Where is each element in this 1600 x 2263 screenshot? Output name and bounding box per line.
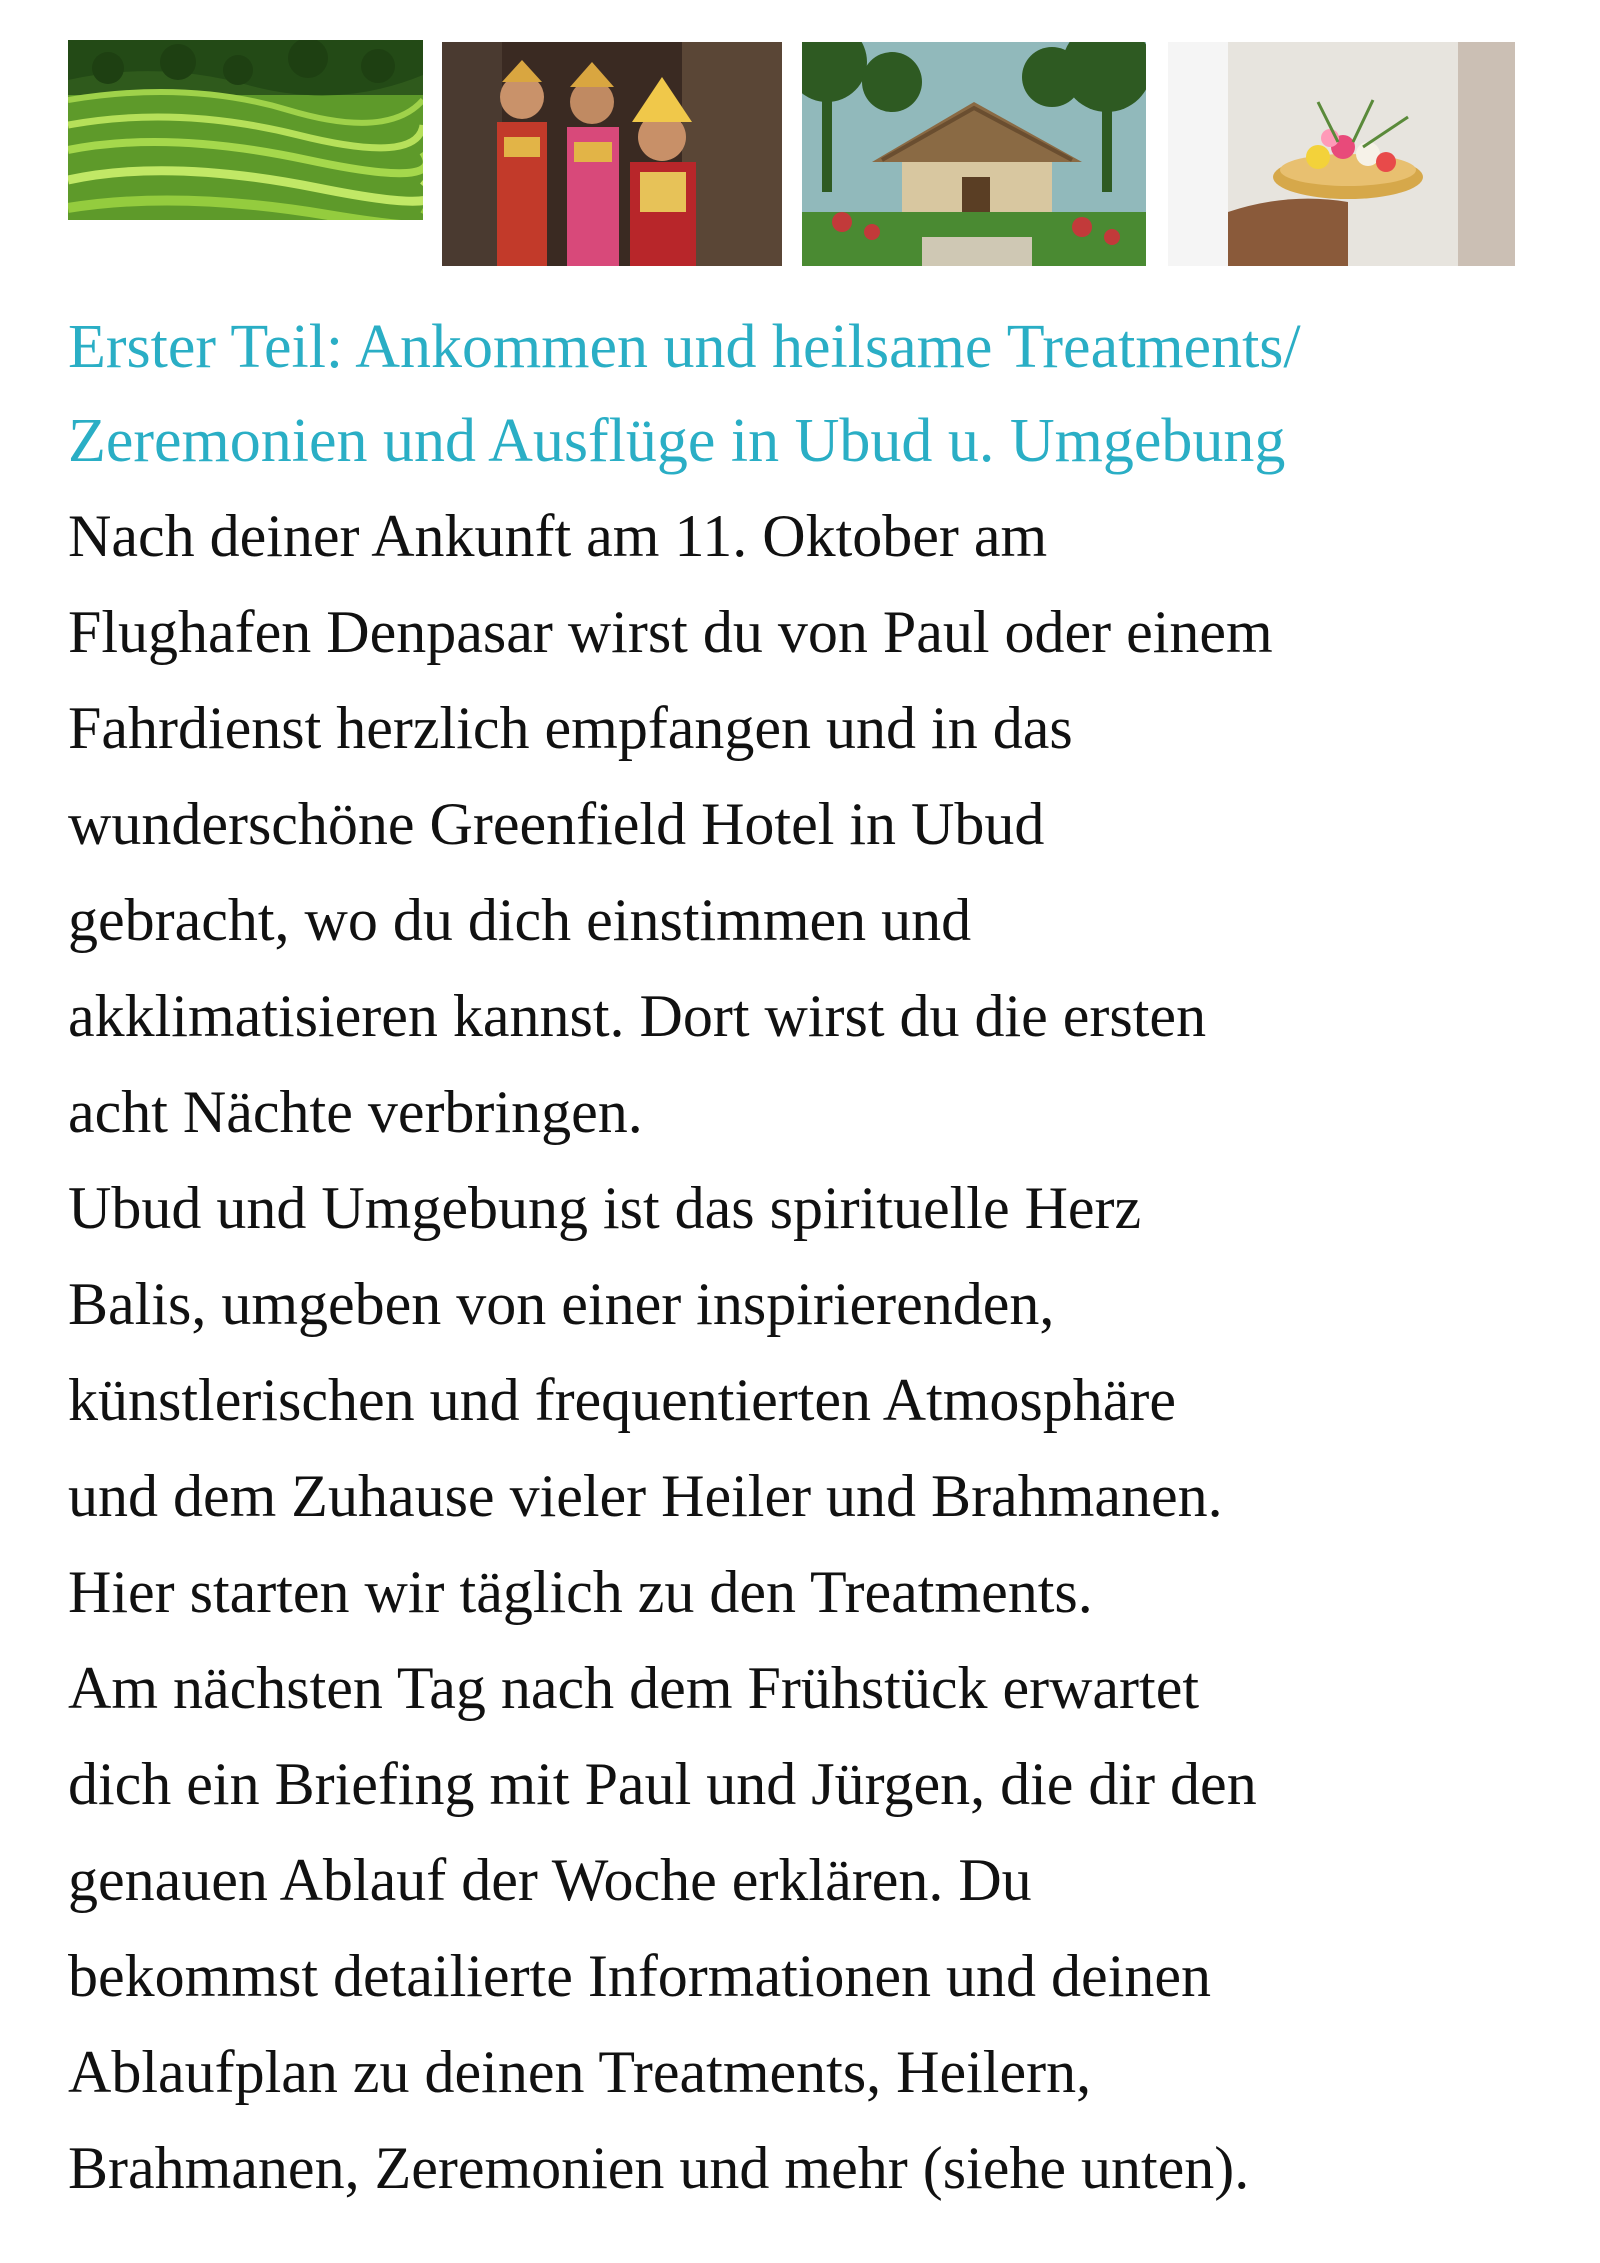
paragraph-briefing (68, 1640, 1578, 2216)
paragraph-line: Fahrdienst herzlich empfangen und in das (68, 695, 1073, 761)
paragraph-line: wunderschöne Greenfield Hotel in Ubud (68, 791, 1045, 857)
paragraph-line: dich ein Briefing mit Paul und Jürgen, die dir den (68, 1751, 1257, 1817)
balinese-dancers-photo (442, 42, 782, 266)
paragraph-line: und dem Zuhause vieler Heiler und Brahmanen. (68, 1463, 1223, 1529)
paragraph-line: Ablaufplan zu deinen Treatments, Heilern, (68, 2039, 1092, 2105)
offering-basket-photo (1168, 42, 1515, 266)
paragraph-line: Nach deiner Ankunft am 11. Oktober am (68, 503, 1048, 569)
paragraph-ubud (68, 1160, 1578, 1640)
paragraph-line: bekommst detailierte Informationen und deinen (68, 1943, 1211, 2009)
paragraph-arrival (68, 488, 1578, 1160)
heading-line: Erster Teil: Ankommen und heilsame Treatments/ (68, 313, 1301, 381)
paragraph-line: Am nächsten Tag nach dem Frühstück erwartet (68, 1655, 1200, 1721)
section-heading (68, 300, 1578, 488)
heading-line: Zeremonien und Ausflüge in Ubud u. Umgebung (68, 407, 1286, 475)
thatched-hut-garden-photo (802, 42, 1146, 266)
paragraph-line: Ubud und Umgebung ist das spirituelle Herz (68, 1175, 1142, 1241)
paragraph-line: gebracht, wo du dich einstimmen und (68, 887, 972, 953)
paragraph-line: Hier starten wir täglich zu den Treatments. (68, 1559, 1093, 1625)
paragraph-line: Balis, umgeben von einer inspirierenden, (68, 1271, 1055, 1337)
paragraph-line: künstlerischen und frequentierten Atmosphäre (68, 1367, 1177, 1433)
paragraph-line: Brahmanen, Zeremonien und mehr (siehe unten). (68, 2135, 1250, 2201)
article-content (68, 300, 1578, 2216)
paragraph-line: akklimatisieren kannst. Dort wirst du die ersten (68, 983, 1207, 1049)
paragraph-line: acht Nächte verbringen. (68, 1079, 643, 1145)
paragraph-line: Flughafen Denpasar wirst du von Paul oder einem (68, 599, 1273, 665)
paragraph-line: genauen Ablauf der Woche erklären. Du (68, 1847, 1032, 1913)
photo-strip (68, 40, 1548, 266)
rice-terraces-photo (68, 40, 423, 220)
